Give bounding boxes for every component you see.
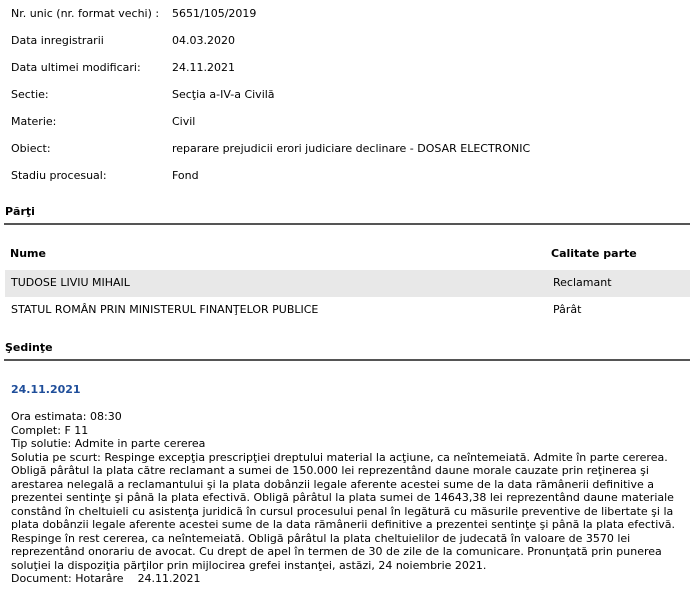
document-date: 24.11.2021: [137, 572, 201, 585]
field-value: Secţia a-IV-a Civilă: [172, 88, 275, 101]
section-title-sedinte: Şedinţe: [5, 341, 53, 354]
field-value: Fond: [172, 169, 199, 182]
field-value: 04.03.2020: [172, 34, 235, 47]
section-divider: [4, 223, 690, 225]
field-label: Sectie:: [11, 88, 49, 101]
hearing-panel: Complet: F 11: [11, 423, 89, 437]
field-label: Data ultimei modificari:: [11, 61, 141, 74]
section-title-parti: Părţi: [5, 205, 35, 218]
column-header-role: Calitate parte: [551, 247, 637, 260]
document-info: [11, 572, 695, 586]
parties-table-header: [5, 241, 690, 267]
field-value: 24.11.2021: [172, 61, 235, 74]
hearing-time: Ora estimata: 08:30: [11, 410, 122, 423]
table-row: [5, 270, 690, 297]
field-label: Nr. unic (nr. format vechi) :: [11, 7, 160, 20]
solution-summary: Solutia pe scurt: Respinge excepţia prescripţiei dreptului material la acţiune, ca neîntemeiată. Admite în parte cererea. Obligă pârâtul la plata către reclamant a sumei de 150.000 lei reprezentând daune morale cauzate prin reţinerea şi arestarea nelegală a reclamantului şi la plata dobânzii legale aferente acestei sume de la data rămânerii definitive a prezentei sentinţe şi până la plata efectivă. Obligă pârâtul la plata sumei de 14643,38 lei reprezentând daune materiale constând în cheltuieli cu asistenţa juridică în cursul procesului penal în legătură cu măsurile preventive de libertate şi la plata dobânzii legale aferente acestei sume de la data rămânerii definitive a prezentei sentinţe şi până la plata efectivă. Respinge în rest cererea, ca neîntemeiată. Obligă pârâtul la plata cheltuielilor de judecată în valoare de 3570 lei reprezentând onorariu de avocat. Cu drept de apel în termen de 30 de zile de la comunicare. Pronunţată prin punerea soluţiei la dispoziţia părţilor prin mijlocirea grefei instanţei, astăzi, 24 noiembrie 2021.: [11, 450, 676, 572]
field-value: 5651/105/2019: [172, 7, 257, 20]
hearing-details: [11, 410, 695, 586]
table-row: [5, 297, 690, 324]
field-value: reparare prejudicii erori judiciare declinare - DOSAR ELECTRONIC: [172, 142, 531, 155]
field-label: Stadiu procesual:: [11, 169, 107, 182]
field-label: Obiect:: [11, 142, 51, 155]
document-label: Document: Hotarâre: [11, 572, 124, 585]
section-divider: [4, 359, 690, 361]
party-name: STATUL ROMÂN PRIN MINISTERUL FINANŢELOR PUBLICE: [11, 303, 319, 316]
party-role: Reclamant: [553, 276, 612, 289]
field-label: Data inregistrarii: [11, 34, 104, 47]
field-label: Materie:: [11, 115, 57, 128]
hearing-date: 24.11.2021: [11, 383, 81, 396]
solution-type: Tip solutie: Admite in parte cererea: [11, 437, 206, 450]
party-role: Pârât: [553, 303, 582, 316]
field-value: Civil: [172, 115, 196, 128]
column-header-name: Nume: [10, 247, 46, 260]
party-name: TUDOSE LIVIU MIHAIL: [11, 276, 130, 289]
